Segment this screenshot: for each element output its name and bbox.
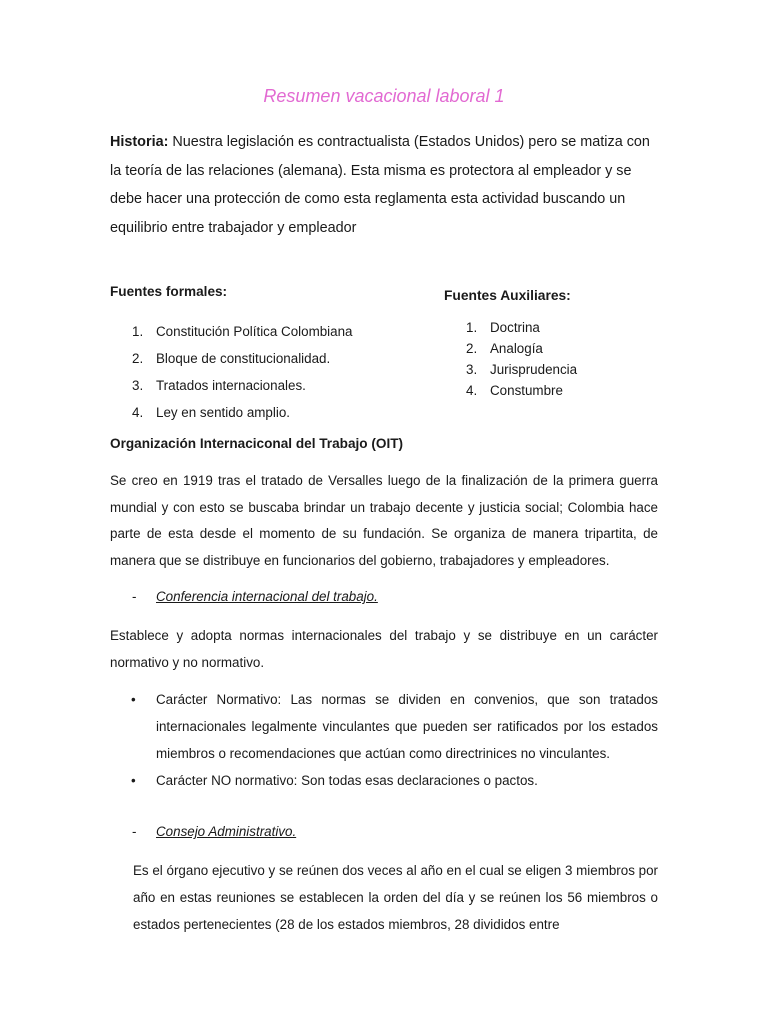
list-item-text: Carácter Normativo: Las normas se dividen en convenios, que son tratados internacionales legalmente vinculantes que pueden ser ratificados por los estados miembros o recomendaciones que actúan como directrinices no vinculantes. (156, 692, 658, 761)
fuentes-auxiliares-list (444, 317, 577, 401)
caracter-bullet-list (110, 686, 658, 794)
historia-paragraph (110, 128, 658, 242)
list-item-text: Doctrina (490, 320, 540, 335)
list-item-text: Jurisprudencia (490, 362, 578, 377)
list-item-text: Constitución Política Colombiana (156, 324, 353, 339)
list-item (110, 767, 658, 794)
oit-heading: Organización Internaciconal del Trabajo (OIT) (110, 436, 404, 451)
list-item (110, 345, 353, 372)
list-number: 2. (466, 341, 478, 356)
list-item (110, 318, 353, 345)
consejo-label: Consejo Administrativo. (156, 824, 297, 839)
fuentes-formales-heading: Fuentes formales: (110, 284, 228, 299)
consejo-paragraph: Es el órgano ejecutivo y se reúnen dos veces al año en el cual se eligen 3 miembros por año en estas reuniones se establecen la orden del día y se reúnen los 56 miembros o estados pertenecientes (28 de los estados miembros, 28 divididos entre (133, 863, 658, 932)
fuentes-auxiliares-heading: Fuentes Auxiliares: (444, 288, 571, 303)
document-title: Resumen vacacional laboral 1 (263, 86, 505, 106)
oit-paragraph: Se creo en 1919 tras el tratado de Versalles luego de la finalización de la primera guerra mundial y con esto se buscaba brindar un trabajo decente y justicia social; Colombia hace parte de esta desde el momento de su fundación. Se organiza de manera tripartita, de manera que se distribuye en funcionarios del gobierno, trabajadores y empleadores. (110, 473, 658, 568)
list-number: 1. (466, 320, 478, 335)
list-number: 4. (132, 405, 144, 420)
list-item-text: Carácter NO normativo: Son todas esas declaraciones o pactos. (156, 773, 538, 788)
fuentes-formales-list (110, 318, 353, 426)
list-item (444, 338, 577, 359)
list-number: 2. (132, 351, 144, 366)
historia-label: Historia: (110, 134, 169, 150)
list-item-text: Ley en sentido amplio. (156, 405, 290, 420)
list-number: 3. (466, 362, 478, 377)
list-item (444, 317, 577, 338)
bullet-marker: • (131, 692, 136, 707)
list-item (444, 380, 577, 401)
conferencia-label: Conferencia internacional del trabajo. (156, 589, 378, 604)
list-item (110, 686, 658, 767)
list-item (110, 372, 353, 399)
list-item (110, 399, 353, 426)
historia-text: Nuestra legislación es contractualista (Estados Unidos) pero se matiza con la teoría de las relaciones (alemana). Esta misma es protectora al empleador y se debe hacer una protección de como esta reglamenta esta actividad buscando un equilibrio entre trabajador y empleador (110, 134, 650, 236)
list-item-text: Analogía (490, 341, 543, 356)
list-item-text: Bloque de constitucionalidad. (156, 351, 331, 366)
bullet-marker: • (131, 773, 136, 788)
dash-marker: - (132, 589, 137, 604)
list-number: 1. (132, 324, 144, 339)
list-item (444, 359, 577, 380)
list-number: 3. (132, 378, 144, 393)
dash-marker: - (132, 824, 137, 839)
list-number: 4. (466, 383, 478, 398)
list-item-text: Constumbre (490, 383, 563, 398)
conferencia-paragraph: Establece y adopta normas internacionales del trabajo y se distribuye en un carácter normativo y no normativo. (110, 628, 658, 670)
list-item-text: Tratados internacionales. (156, 378, 306, 393)
